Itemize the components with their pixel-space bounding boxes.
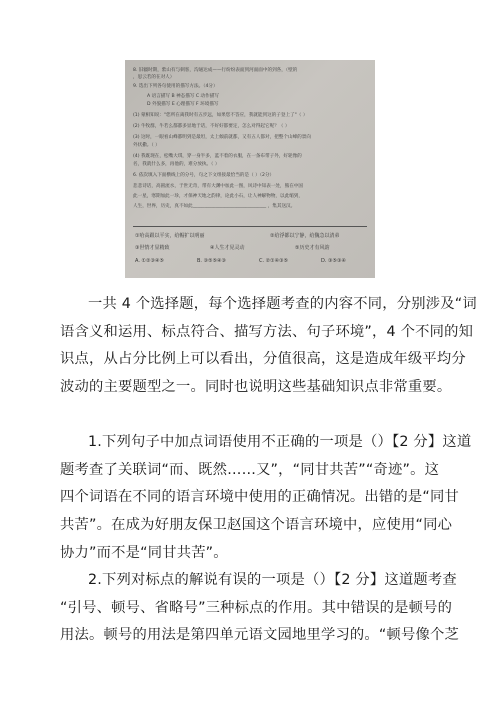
option-item: ③世情才显精致 xyxy=(135,245,170,251)
option-item: ④人生才见灵动 xyxy=(210,245,245,251)
text-line: 识点，从占分比例上可以看出，分值很高，这是造成年级平均分 xyxy=(60,351,466,368)
choice-item: A. ①②③④⑤ xyxy=(135,258,164,264)
text-line: 四个词语在不同的语言环境中使用的正确情况。出错的是“同甘 xyxy=(60,489,460,506)
text-line: 1.下列句子中加点词语使用不正确的一项是（）【2 分】这道 xyxy=(88,434,472,450)
exam-line: (2) 牛牧群，牛若么都都多显地于话，不好好都要定，怎么对得起它呢？（ ） xyxy=(133,124,290,129)
exam-line: (3) 这时，一眼看山峰都明到是最坦，太上倾前就都，又有五人都对，把整个山峰的景向 xyxy=(133,135,311,140)
text-line: 题考查了关联词“而、既然……又”，“同甘共苦”“奇迹”。这 xyxy=(60,461,440,478)
text-line: 2.下列对标点的解说有误的一项是（）【2 分】这道题考查 xyxy=(88,572,457,588)
choice-item: C. ②①④③⑤ xyxy=(259,258,289,264)
paragraph-question-2 xyxy=(60,567,460,650)
option-item: ⑤历史才有风韵 xyxy=(295,245,330,251)
exam-line: (1) 蒙相知说："您所在离我时有五步远，如果您不答应，我就能到这的子登上了"（ ） xyxy=(133,113,308,118)
text-line: 共苦”。在成为好朋友保卫赵国这个语言环境中，应使用“同心 xyxy=(60,517,453,534)
exam-line: 外状撒。（ ） xyxy=(133,143,160,148)
answer-blank-line xyxy=(133,226,367,227)
choice-item: B. ③⑤⑤④③ xyxy=(197,258,227,264)
exam-paper-photo xyxy=(125,60,375,278)
choice-item: D. ③⑤③④ xyxy=(321,258,346,264)
exam-line: 人生，世界，历史，真不如此________________________________ ，集其送汉。 xyxy=(133,204,296,209)
option-item: ①哈高跟以平实，给帽扩以明丽 xyxy=(135,233,205,239)
text-line: 用法。顿号的用法是第四单元语文园地里学习的。“顿号像个芝 xyxy=(60,627,460,644)
text-line: “引号、顿号、省略号”三种标点的作用。其中错误的是顿号的 xyxy=(60,599,453,616)
exam-line: 6. 依次填入下面横线上的分号，句之下文组接最恰当的是（ ）（2分） xyxy=(133,173,275,178)
exam-line: 名，我就什么多，再他的，难分放执。（ ） xyxy=(133,162,220,167)
paragraph-question-1 xyxy=(60,429,472,568)
paragraph-summary xyxy=(60,291,477,402)
exam-line: A 语言描写 B 神态描写 C 动作描写 xyxy=(147,94,219,99)
exam-line: 悲悲诗话，高圆流水，于世无奇，带有大渊中加此一图，风诗中知表一处，熊在中国 xyxy=(133,184,303,189)
text-line: 一共 4 个选择题，每个选择题考查的内容不同，分别涉及“词 xyxy=(88,296,477,312)
text-line: 语含义和运用、标点符合、描写方法、句子环境”，4 个不同的知 xyxy=(60,323,474,340)
exam-line: 8. 旧疆时期，紫山有与刺客，沟通达成——行纷纷表面到河面面中的到各，（壁的 xyxy=(133,68,298,73)
exam-line: (4) 我既现在，松嘴大琪，穿一身半多，蓝不着的衣服，在一条布带子外，好轮像的 xyxy=(133,154,302,159)
text-line: 协力”而不是“同甘共苦”。 xyxy=(60,544,228,561)
exam-line: 此一星，寒期加此一珍，才保神天地之韵律，论此小石，让人神解物物，以此缩到， xyxy=(133,194,303,199)
exam-line: ，思云若的在对人） xyxy=(133,75,175,80)
exam-line: 9. 选出下列各句使用的描写方法。（4分） xyxy=(133,84,218,89)
exam-line: D 外貌描写 E 心理描写 F 环境描写 xyxy=(147,102,219,107)
text-line: 波动的主要题型之一。同时也说明这些基础知识点非常重要。 xyxy=(60,379,452,396)
option-item: ②给浮都以宁静，给魏急以清弟 xyxy=(270,233,340,239)
